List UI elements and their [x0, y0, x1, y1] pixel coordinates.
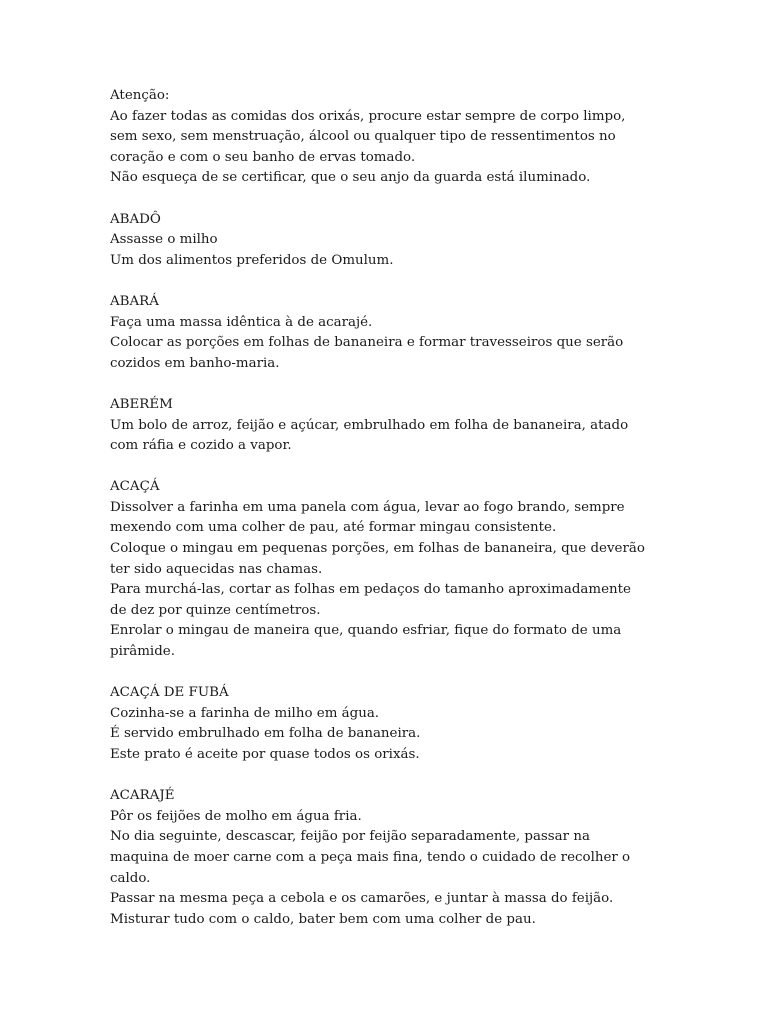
- recipe-title: ACAÇÁ: [110, 479, 160, 495]
- recipe-line: Faça uma massa idêntica à de acarajé.: [110, 314, 373, 330]
- recipe-line: Coloque o mingau em pequenas porções, em folhas de bananeira, que deverão: [110, 541, 645, 557]
- intro-line: Ao fazer todas as comidas dos orixás, procure estar sempre de corpo limpo,: [110, 108, 626, 124]
- recipe-title: ABADÔ: [110, 211, 161, 227]
- recipe-line: mexendo com uma colher de pau, até formar mingau consistente.: [110, 520, 557, 536]
- recipe-line: com ráfia e cozido a vapor.: [110, 438, 292, 454]
- intro-line: Não esqueça de se certificar, que o seu anjo da guarda está iluminado.: [110, 170, 591, 186]
- recipe-line: pirâmide.: [110, 644, 175, 660]
- recipe-line: ter sido aquecidas nas chamas.: [110, 561, 323, 577]
- intro-line: sem sexo, sem menstruação, álcool ou qualquer tipo de ressentimentos no: [110, 129, 616, 145]
- recipe-acaca-de-fuba: [110, 683, 670, 765]
- recipe-line: Misturar tudo com o caldo, bater bem com uma colher de pau.: [110, 911, 536, 927]
- intro-block: [110, 86, 670, 189]
- recipe-acaraje: [110, 786, 670, 930]
- recipe-title: ABERÉM: [110, 396, 173, 412]
- intro-line: coração e com o seu banho de ervas tomado.: [110, 149, 416, 165]
- recipe-line: Um dos alimentos preferidos de Omulum.: [110, 252, 394, 268]
- recipe-acaca: [110, 477, 670, 662]
- recipe-title: ACAÇÁ DE FUBÁ: [110, 685, 229, 701]
- recipe-line: É servido embrulhado em folha de bananeira.: [110, 726, 421, 742]
- recipe-line: No dia seguinte, descascar, feijão por feijão separadamente, passar na: [110, 829, 590, 845]
- document-page: [110, 86, 670, 951]
- recipe-line: Colocar as porções em folhas de bananeira e formar travesseiros que serão: [110, 335, 624, 351]
- recipe-line: maquina de moer carne com a peça mais fina, tendo o cuidado de recolher o: [110, 849, 631, 865]
- recipe-title: ACARAJÉ: [110, 788, 175, 804]
- recipe-line: de dez por quinze centímetros.: [110, 602, 321, 618]
- recipe-aberem: [110, 395, 670, 457]
- recipe-line: Passar na mesma peça a cebola e os camarões, e juntar à massa do feijão.: [110, 891, 614, 907]
- recipe-title: ABARÁ: [110, 293, 159, 309]
- recipe-abado: [110, 210, 670, 272]
- recipe-line: Assasse o milho: [110, 232, 218, 248]
- recipe-line: Cozinha-se a farinha de milho em água.: [110, 705, 380, 721]
- recipe-line: caldo.: [110, 870, 151, 886]
- recipe-line: Um bolo de arroz, feijão e açúcar, embrulhado em folha de bananeira, atado: [110, 417, 629, 433]
- recipe-line: Enrolar o mingau de maneira que, quando esfriar, fique do formato de uma: [110, 623, 622, 639]
- recipe-line: Para murchá-las, cortar as folhas em pedaços do tamanho aproximadamente: [110, 582, 631, 598]
- recipe-line: Este prato é aceite por quase todos os orixás.: [110, 747, 420, 762]
- recipe-abara: [110, 292, 670, 374]
- intro-heading: Atenção:: [110, 88, 170, 103]
- recipe-line: Pôr os feijões de molho em água fria.: [110, 808, 362, 824]
- recipe-line: cozidos em banho-maria.: [110, 355, 280, 371]
- recipe-line: Dissolver a farinha em uma panela com água, levar ao fogo brando, sempre: [110, 499, 625, 515]
